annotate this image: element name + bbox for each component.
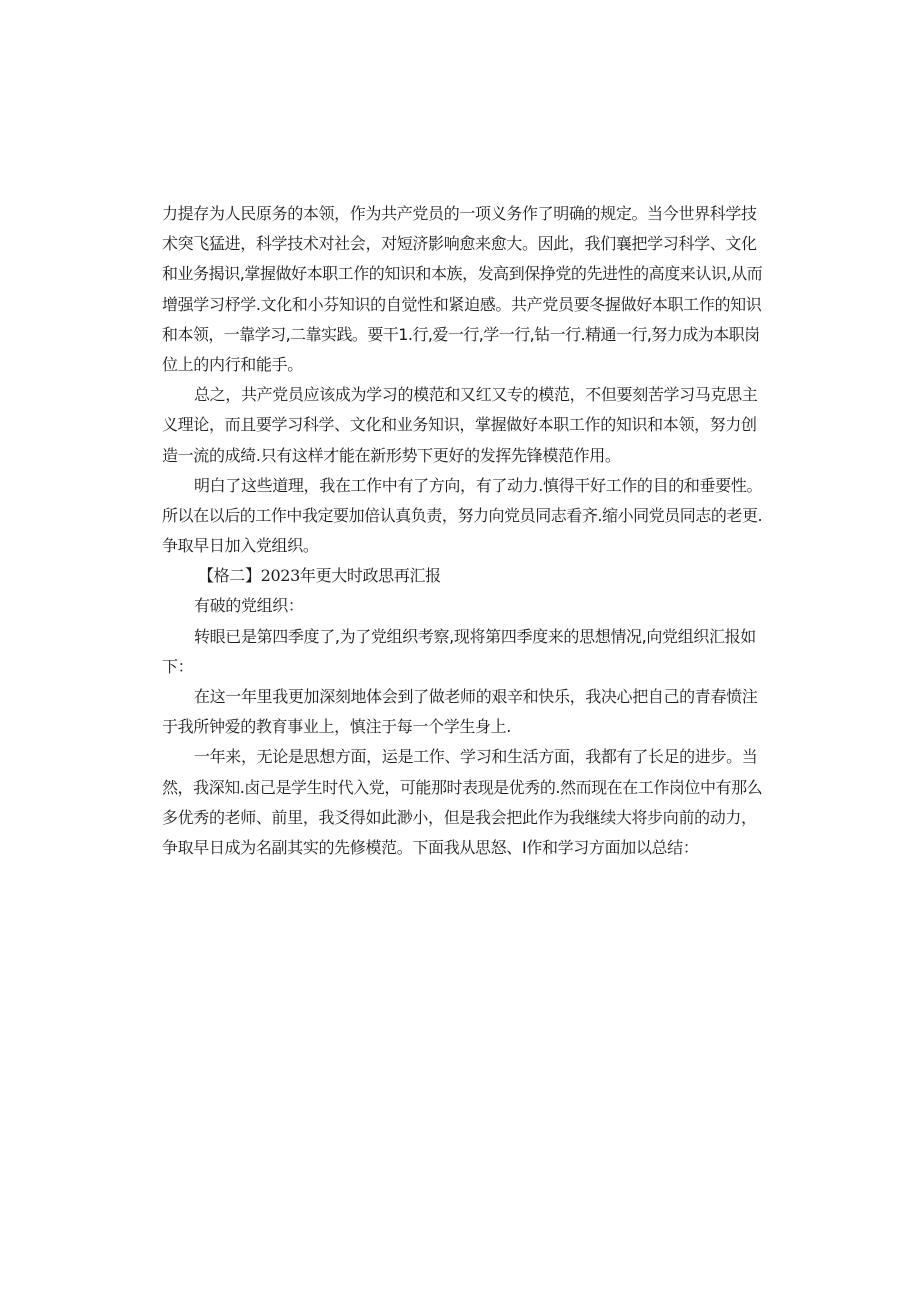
text-line: 争取早日成为名副其实的先修模范。下面我从思怒、I作和学习方面加以总结： [162,837,699,857]
text-line: 造一流的成绮.只有这样才能在新形势下更好的发挥先锋模范作用。 [162,445,621,465]
text-line: 争取早日加入党组织。 [162,536,319,556]
text-line: 总之，共产党员应该成为学习的模范和又红又专的模范，不但要刻苦学习马克思主 [194,385,758,405]
text-line: 于我所钟爱的教育事业上，慎注于每一个学生身上. [162,717,512,737]
text-line: 一年来，无论是思想方面，运是工作、学习和生活方面，我都有了长足的进步。当 [194,747,758,767]
text-line: 转眼已是第四季度了,为了党组织考察,现将第四季度来的思想情况,向党组织汇报如 [194,626,756,646]
text-line: 增强学习杼学.文化和小芬知识的自觉性和紧迫感。共产党员要冬握做好本职工作的知识 [162,294,762,314]
text-line: 明白了这些道理，我在工作中有了方向，有了动力.慎得干好工作的目的和垂要性。 [194,475,763,495]
text-line: 力提存为人民原务的本领，作为共产党员的一项义务作了明确的规定。当今世界科学技 [162,204,757,223]
text-line: 和业务揭识,掌握做好本职工作的知识和本族，发高到保挣党的先进性的高度来认识,从而 [162,264,763,284]
section-heading-title: 2023年更大时政思再汇报 [260,566,441,586]
text-line: 义理论，而且要学习科学、文化和业务知识，掌握做好本职工作的知识和本领，努力创 [162,415,757,435]
text-line: 所以在以后的工作中我定要加倍认真负责，努力向党员同志看齐.缩小同党员同志的老更. [162,505,763,525]
text-line: 多优秀的老师、前里，我爻得如此渺小，但是我会把此作为我继续大将步向前的动力， [162,807,757,827]
section-heading-tag: 【格二】 [198,566,261,586]
text-line: 位上的内行和能手。 [162,354,303,374]
text-line: 和本领，一靠学习,二靠实践。要干1.行,爱一行,学一行,钻一行.精通一行,努力成为本职岗 [162,324,760,344]
document-body [162,199,762,863]
text-line: 然，我深知.卤己是学生时代入党，可能那时表现是优秀的.然而现在在工作岗位中有那么 [162,777,763,797]
text-line: 在这一年里我更加深刻地体会到了做老师的艰辛和快乐，我决心把自己的青春愤注 [194,687,758,706]
text-line: 下： [162,656,194,676]
text-line: 有破的党组织： [194,596,304,616]
section-heading [162,561,762,591]
text-line: 术突飞猛进，科学技术对社会，对短济影响愈来愈大。因此，我们襄把学习科学、文化 [162,234,757,254]
